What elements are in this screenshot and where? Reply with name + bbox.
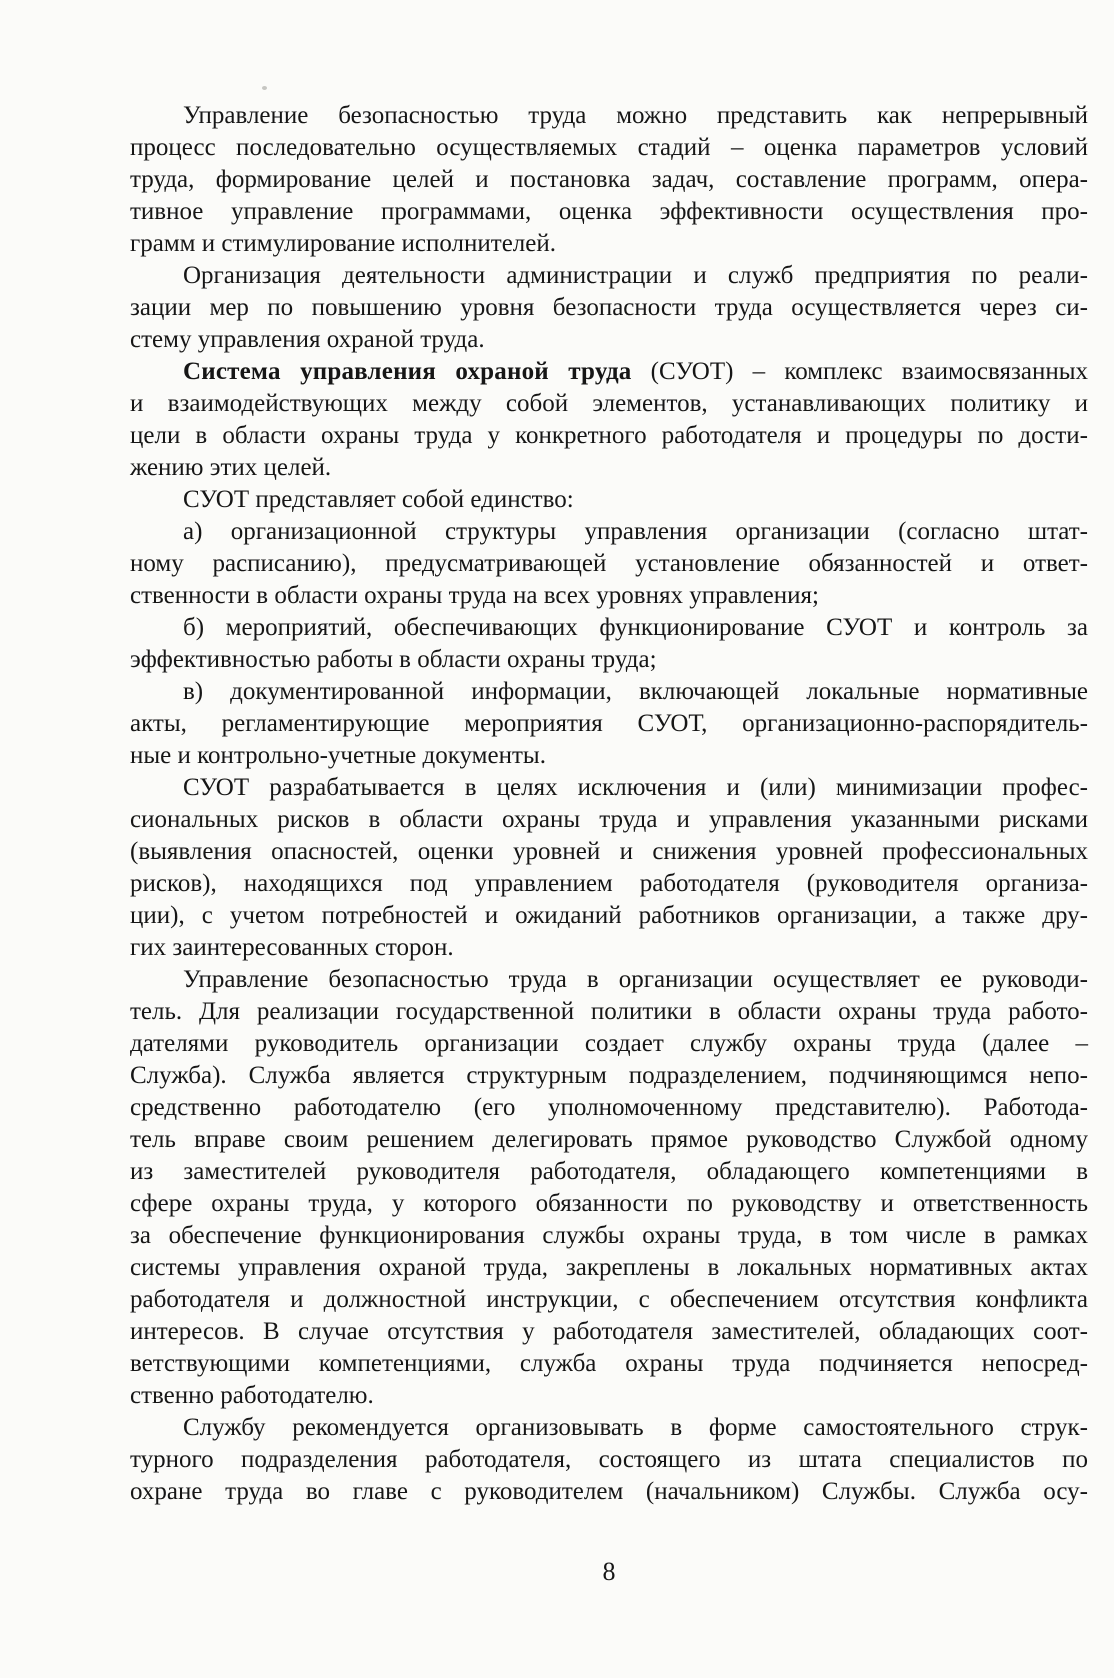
text-line: рисков), находящихся под управлением работодателя (руководителя организа- — [130, 870, 1088, 897]
text-block — [130, 100, 1088, 1508]
text-line: СУОТ разрабатывается в целях исключения и (или) минимизации профес- — [183, 774, 1088, 801]
text-line: цели в области охраны труда у конкретного работодателя и процедуры по дости- — [130, 422, 1088, 449]
text-line: ному расписанию), предусматривающей установление обязанностей и ответ- — [130, 550, 1088, 577]
text-line: Служба). Служба является структурным подразделением, подчиняющимся непо- — [130, 1062, 1088, 1089]
text-line: акты, регламентирующие мероприятия СУОТ, организационно-распорядитель- — [130, 710, 1088, 737]
text-line: тель. Для реализации государственной политики в области охраны труда работо- — [130, 998, 1088, 1025]
text-line: грамм и стимулирование исполнителей. — [130, 230, 557, 257]
text-line: ции), с учетом потребностей и ожиданий работников организации, а также дру- — [130, 902, 1088, 929]
page-number: 8 — [602, 1557, 616, 1586]
text-line: Управление безопасностью труда в организации осуществляет ее руководи- — [183, 966, 1088, 993]
text-line: Службу рекомендуется организовывать в форме самостоятельного струк- — [183, 1414, 1088, 1441]
text-line: дателями руководитель организации создает службу охраны труда (далее – — [130, 1030, 1088, 1057]
text-line: тель вправе своим решением делегировать прямое руководство Службой одному — [130, 1126, 1088, 1153]
text-line: сиональных рисков в области охраны труда и управления указанными рисками — [130, 806, 1088, 833]
text-line: ветствующими компетенциями, служба охраны труда подчиняется непосред- — [130, 1350, 1088, 1377]
text-line: ственно работодателю. — [130, 1382, 374, 1409]
text-line: (выявления опасностей, оценки уровней и снижения уровней профессиональных — [130, 838, 1088, 865]
text-line: а) организационной структуры управления организации (согласно штат- — [183, 518, 1088, 545]
text-line: гих заинтересованных сторон. — [130, 934, 454, 961]
text-line: охране труда во главе с руководителем (начальником) Службы. Служба осу- — [130, 1478, 1088, 1505]
text-line: жению этих целей. — [130, 454, 332, 481]
text-line: Система управления охраной труда (СУОТ) – комплекс взаимосвязанных — [183, 358, 1088, 385]
text-line: работодателя и должностной инструкции, с обеспечением отсутствия конфликта — [130, 1286, 1088, 1313]
bold-term: Система управления охраной труда — [183, 358, 632, 385]
text-line: Организация деятельности администрации и служб предприятия по реали- — [183, 262, 1088, 289]
text-line: СУОТ представляет собой единство: — [183, 486, 574, 513]
text-line: турного подразделения работодателя, состоящего из штата специалистов по — [130, 1446, 1088, 1473]
text-line: средственно работодателю (его уполномоченному представителю). Работода- — [130, 1094, 1088, 1121]
text-line: интересов. В случае отсутствия у работодателя заместителей, обладающих соот- — [130, 1318, 1088, 1345]
text-line: эффективностью работы в области охраны труда; — [130, 646, 657, 673]
text-line: процесс последовательно осуществляемых стадий – оценка параметров условий — [130, 134, 1088, 161]
text-line: б) мероприятий, обеспечивающих функционирование СУОТ и контроль за — [183, 614, 1088, 641]
text-line: ственности в области охраны труда на всех уровнях управления; — [130, 582, 819, 609]
text-line: зации мер по повышению уровня безопасности труда осуществляется через си- — [130, 294, 1088, 321]
text-line: в) документированной информации, включающей локальные нормативные — [183, 678, 1088, 705]
text-line: из заместителей руководителя работодателя, обладающего компетенциями в — [130, 1158, 1088, 1185]
text-line: ные и контрольно-учетные документы. — [130, 742, 546, 769]
text-line: Управление безопасностью труда можно представить как непрерывный — [183, 102, 1088, 129]
text-line: системы управления охраной труда, закреплены в локальных нормативных актах — [130, 1254, 1088, 1281]
text-line: труда, формирование целей и постановка задач, составление программ, опера- — [130, 166, 1088, 193]
text-line: стему управления охраной труда. — [130, 326, 485, 353]
text-line: сфере охраны труда, у которого обязанности по руководству и ответственность — [130, 1190, 1088, 1217]
text-line: и взаимодействующих между собой элементов, устанавливающих политику и — [130, 390, 1088, 417]
scan-artifact-dot — [262, 86, 267, 90]
text-line: тивное управление программами, оценка эффективности осуществления про- — [130, 198, 1088, 225]
text-line: за обеспечение функционирования службы охраны труда, в том числе в рамках — [130, 1222, 1088, 1249]
